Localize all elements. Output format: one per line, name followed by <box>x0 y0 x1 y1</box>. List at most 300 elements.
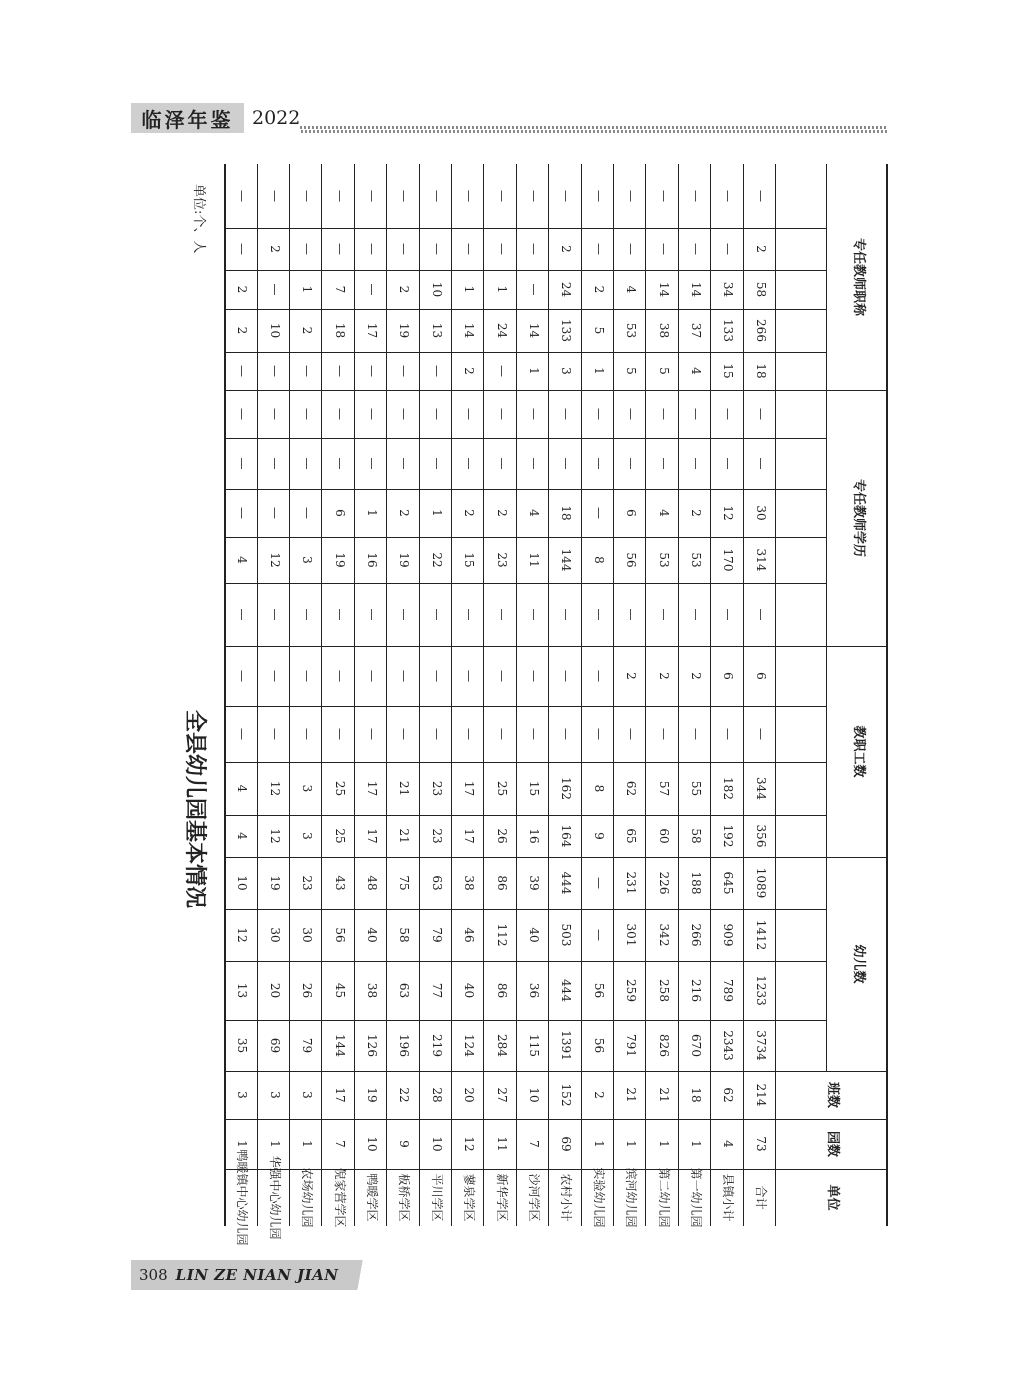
table-cell: 40 <box>462 982 477 999</box>
table-cell: — <box>526 408 541 420</box>
table-cell: 24 <box>494 322 509 339</box>
table-cell: 15 <box>721 363 736 379</box>
table-cell: 16 <box>364 552 379 568</box>
table-cell: 266 <box>753 319 768 342</box>
table-cell: — <box>494 365 509 377</box>
table-cell: 15 <box>526 780 541 797</box>
table-cell: — <box>397 670 412 682</box>
table-cell: 16 <box>526 828 541 844</box>
table-cell: 75 <box>397 875 412 891</box>
table-cell: — <box>688 408 703 420</box>
table-cell: 503 <box>559 923 574 947</box>
table-cell: 12 <box>462 1136 477 1152</box>
table-cell: 17 <box>462 828 477 844</box>
table-cell: — <box>364 408 379 420</box>
table-cell: — <box>624 243 639 255</box>
table-cell: 4 <box>688 367 703 375</box>
table-cell: 4 <box>656 509 671 517</box>
table-cell: 69 <box>559 1136 574 1152</box>
table-cell: — <box>267 670 282 682</box>
table-cell: 13 <box>429 322 444 339</box>
table-cell: 26 <box>300 982 315 999</box>
group-header-parks: 园数 <box>825 1130 841 1157</box>
table-cell: 11 <box>494 1136 509 1152</box>
table-cell: 14 <box>688 281 703 298</box>
table-cell: — <box>753 728 768 740</box>
row-label: 新华学区 <box>494 1173 509 1222</box>
table-cell: — <box>332 190 347 202</box>
table-cell: 10 <box>429 1136 444 1152</box>
table-cell: 25 <box>332 828 347 844</box>
unit-label: 单位:个、人 <box>191 184 206 254</box>
page-footer <box>131 1260 389 1290</box>
table-cell: 4 <box>235 784 250 793</box>
table-cell: — <box>721 608 736 621</box>
table-cell: 12 <box>721 505 736 521</box>
table-cell: — <box>397 190 412 202</box>
sub-header-education-1 <box>776 537 827 583</box>
table-cell: 2 <box>462 367 477 375</box>
table-cell: 25 <box>332 780 347 797</box>
table-cell: 170 <box>721 548 736 572</box>
table-cell: 58 <box>688 828 703 844</box>
table-cell: 21 <box>656 1087 671 1103</box>
sub-header-education-2 <box>776 489 827 537</box>
table-cell: — <box>526 243 541 255</box>
table-cell: 19 <box>332 552 347 568</box>
table-cell: — <box>624 190 639 202</box>
row-label: 华强中心幼儿园 <box>267 1155 282 1240</box>
table-cell: — <box>559 608 574 621</box>
table-cell: 7 <box>332 1140 347 1148</box>
table-cell: — <box>591 507 606 519</box>
table-cell: 2 <box>397 509 412 517</box>
table-cell: 19 <box>397 552 412 568</box>
table-cell: 30 <box>753 505 768 521</box>
table-cell: 37 <box>688 322 703 339</box>
table-cell: 60 <box>656 828 671 844</box>
table-cell: 826 <box>656 1034 671 1057</box>
table-cell: 9 <box>591 832 606 840</box>
table-cell: 231 <box>624 871 639 895</box>
table-cell: 36 <box>526 982 541 999</box>
table-cell: 670 <box>688 1034 703 1057</box>
table-cell: 17 <box>364 828 379 844</box>
table-cell: — <box>753 608 768 621</box>
table-cell: — <box>429 190 444 202</box>
table-cell: — <box>591 457 606 470</box>
table-cell: 4 <box>721 1140 736 1148</box>
table-cell: 25 <box>494 780 509 797</box>
row-label: 沙河学区 <box>526 1173 541 1222</box>
table-cell: — <box>591 190 606 202</box>
table-cell: 4 <box>526 509 541 517</box>
table-cell: 2 <box>494 509 509 517</box>
table-cell: 86 <box>494 875 509 891</box>
table-cell: 6 <box>624 509 639 517</box>
table-cell: 10 <box>267 322 282 339</box>
table-cell: — <box>300 507 315 519</box>
table-cell: — <box>235 190 250 202</box>
table-cell: 1 <box>300 285 315 294</box>
table-cell: — <box>235 728 250 740</box>
table-cell: — <box>267 365 282 377</box>
table-cell: 21 <box>397 780 412 797</box>
table-cell: — <box>332 457 347 470</box>
table-cell: 1 <box>688 1140 703 1148</box>
table-cell: 6 <box>332 509 347 517</box>
table-cell: 182 <box>721 777 736 800</box>
table-cell: — <box>462 728 477 740</box>
table-cell: 12 <box>267 828 282 844</box>
table-cell: — <box>721 728 736 740</box>
table-cell: 63 <box>429 875 444 891</box>
table-cell: 2 <box>559 245 574 253</box>
sub-header-titles-4 <box>776 164 827 228</box>
row-label: 板桥学区 <box>397 1173 412 1222</box>
table-cell: 14 <box>462 322 477 339</box>
table-cell: — <box>688 190 703 202</box>
table-cell: — <box>364 608 379 621</box>
sub-header-titles-1 <box>776 309 827 352</box>
table-cell: 13 <box>235 982 250 999</box>
table-cell: 6 <box>721 672 736 680</box>
table-cell: — <box>624 728 639 740</box>
table-cell: 301 <box>624 923 639 947</box>
table-cell: — <box>526 457 541 470</box>
table-cell: 1 <box>591 367 606 375</box>
table-cell: 2 <box>591 285 606 294</box>
table-cell: 35 <box>235 1037 250 1054</box>
table-cell: — <box>235 670 250 682</box>
table-cell: 3 <box>300 784 315 793</box>
table-cell: — <box>462 190 477 202</box>
table-cell: 62 <box>721 1087 736 1103</box>
table-cell: 3 <box>300 832 315 840</box>
data-table <box>224 164 888 1246</box>
table-cell: — <box>591 728 606 740</box>
table-cell: — <box>429 408 444 420</box>
table-cell: 10 <box>526 1087 541 1103</box>
table-cell: 2 <box>235 285 250 294</box>
table-cell: — <box>591 243 606 255</box>
table-cell: — <box>397 243 412 255</box>
table-cell: 1 <box>300 1140 315 1148</box>
sub-header-children-1 <box>776 961 827 1020</box>
table-cell: 192 <box>721 824 736 848</box>
table-cell: — <box>688 243 703 255</box>
table-cell: 4 <box>235 832 250 840</box>
table-cell: 284 <box>494 1034 509 1057</box>
page-number: 308 <box>139 1266 168 1284</box>
table-cell: 34 <box>721 281 736 298</box>
table-cell: 23 <box>494 552 509 568</box>
table-cell: 4 <box>235 556 250 564</box>
table-cell: 9 <box>397 1140 412 1148</box>
table-cell: — <box>591 408 606 420</box>
table-cell: — <box>267 283 282 296</box>
table-cell: 2 <box>753 245 768 253</box>
table-cell: 1 <box>624 1140 639 1148</box>
table-cell: 8 <box>591 784 606 793</box>
table-cell: — <box>429 670 444 682</box>
table-cell: — <box>429 243 444 255</box>
table-cell: 57 <box>656 780 671 797</box>
table-cell: 5 <box>624 367 639 375</box>
group-header-children: 幼儿数 <box>850 944 866 984</box>
table-cell: 2 <box>235 326 250 335</box>
table-cell: — <box>397 608 412 621</box>
table-cell: 1 <box>494 285 509 294</box>
table-cell: 1233 <box>753 975 768 1006</box>
table-cell: — <box>494 670 509 682</box>
table-cell: — <box>300 728 315 740</box>
table-cell: 20 <box>267 982 282 999</box>
table-cell: 28 <box>429 1087 444 1103</box>
table-cell: — <box>332 365 347 377</box>
group-header-education: 专任教师学历 <box>850 478 866 557</box>
table-cell: — <box>429 365 444 377</box>
table-cell: — <box>721 457 736 470</box>
table-cell: 2 <box>688 509 703 517</box>
table-cell: 40 <box>526 927 541 943</box>
table-cell: — <box>397 365 412 377</box>
sub-header-children-3 <box>776 857 827 909</box>
table-cell: 258 <box>656 979 671 1002</box>
table-cell: 79 <box>429 927 444 943</box>
table-cell: 164 <box>559 824 574 848</box>
table-cell: — <box>364 365 379 377</box>
table-cell: 23 <box>429 780 444 797</box>
row-label: 第一幼儿园 <box>688 1167 703 1228</box>
table-cell: — <box>364 243 379 255</box>
sub-header-education-4 <box>776 390 827 438</box>
table-cell: 144 <box>559 548 574 572</box>
table-cell: — <box>526 608 541 621</box>
table-cell: 17 <box>364 780 379 797</box>
table-cell: 3734 <box>753 1030 768 1061</box>
table-cell: 2 <box>462 509 477 517</box>
table-cell: — <box>267 457 282 470</box>
table-cell: 17 <box>332 1087 347 1103</box>
table-cell: 65 <box>624 828 639 844</box>
table-cell: 1 <box>526 367 541 375</box>
table-cell: — <box>753 408 768 420</box>
sub-header-staff-0 <box>776 815 827 857</box>
table-cell: — <box>526 670 541 682</box>
table-cell: — <box>235 408 250 420</box>
table-cell: 645 <box>721 871 736 895</box>
table-cell: 19 <box>364 1087 379 1103</box>
table-cell: — <box>300 457 315 470</box>
row-label: 蓼泉学区 <box>462 1173 477 1222</box>
table-cell: — <box>235 365 250 377</box>
table-cell: — <box>397 457 412 470</box>
table-cell: 22 <box>397 1087 412 1103</box>
table-cell: — <box>462 243 477 255</box>
table-cell: — <box>753 457 768 470</box>
table-cell: 39 <box>526 875 541 891</box>
table-cell: 56 <box>624 552 639 568</box>
table-cell: 356 <box>753 824 768 848</box>
table-cell: — <box>526 728 541 740</box>
table-cell: 444 <box>559 979 574 1002</box>
table-cell: 3 <box>300 1091 315 1099</box>
table-cell: 124 <box>462 1034 477 1057</box>
table-cell: 909 <box>721 923 736 947</box>
table-cell: — <box>494 608 509 621</box>
table-cell: 10 <box>429 281 444 298</box>
row-label: 鸭暖镇中心幼儿园 <box>235 1149 250 1246</box>
sub-header-staff-3 <box>776 646 827 706</box>
table-cell: — <box>429 608 444 621</box>
table-cell: 15 <box>462 552 477 568</box>
table-cell: 214 <box>753 1083 768 1107</box>
table-cell: — <box>235 457 250 470</box>
table-cell: 7 <box>526 1140 541 1148</box>
table-cell: 17 <box>462 780 477 797</box>
table-cell: 2 <box>591 1091 606 1099</box>
table-cell: 4 <box>624 285 639 294</box>
table-cell: 219 <box>429 1034 444 1057</box>
table-cell: 26 <box>494 828 509 844</box>
table-cell: 10 <box>235 875 250 891</box>
table-cell: 30 <box>267 927 282 943</box>
table-cell: 115 <box>526 1034 541 1057</box>
table-cell: — <box>235 608 250 621</box>
table-cell: — <box>429 728 444 740</box>
table-cell: 11 <box>526 552 541 568</box>
table-cell: — <box>591 670 606 682</box>
table-cell: 18 <box>688 1087 703 1103</box>
sub-header-children-2 <box>776 909 827 961</box>
group-header-unit: 单位 <box>825 1184 841 1211</box>
table-cell: — <box>656 608 671 621</box>
table-cell: 1412 <box>753 919 768 951</box>
table-cell: — <box>656 457 671 470</box>
table-cell: 2 <box>656 672 671 680</box>
row-label: 倪家营学区 <box>332 1167 347 1228</box>
table-cell: 17 <box>364 322 379 339</box>
header-rule <box>300 126 888 134</box>
table-cell: — <box>332 243 347 255</box>
table-cell: — <box>397 728 412 740</box>
table-cell: 27 <box>494 1087 509 1103</box>
table-cell: — <box>526 283 541 296</box>
table-cell: 21 <box>397 828 412 844</box>
table-cell: — <box>688 728 703 740</box>
table-cell: 1391 <box>559 1030 574 1061</box>
table-cell: — <box>494 728 509 740</box>
table-cell: 6 <box>753 672 768 680</box>
table-cell: 2343 <box>721 1030 736 1061</box>
table-cell: — <box>267 507 282 519</box>
table-cell: 38 <box>462 875 477 891</box>
table-cell: — <box>364 190 379 202</box>
table-cell: 56 <box>591 982 606 999</box>
table-cell: 53 <box>688 552 703 568</box>
table-cell: — <box>494 190 509 202</box>
table-cell: 2 <box>397 285 412 294</box>
table-cell: 55 <box>688 780 703 797</box>
sub-header-staff-2 <box>776 706 827 762</box>
table-cell: — <box>332 408 347 420</box>
table-cell: — <box>267 728 282 740</box>
row-label: 第二幼儿园 <box>656 1167 671 1228</box>
table-cell: 21 <box>624 1087 639 1103</box>
table-cell: — <box>300 190 315 202</box>
table-cell: 126 <box>364 1034 379 1057</box>
table-cell: 8 <box>591 556 606 564</box>
sub-header-titles-2 <box>776 270 827 309</box>
table-cell: 3 <box>267 1091 282 1099</box>
table-cell: 1 <box>591 1140 606 1148</box>
table-cell: 188 <box>688 871 703 895</box>
table-cell: — <box>559 457 574 470</box>
table-cell: — <box>364 283 379 296</box>
table-cell: — <box>688 608 703 621</box>
table-cell: — <box>656 728 671 740</box>
group-header-titles: 专任教师职称 <box>850 237 866 316</box>
table-cell: — <box>235 243 250 255</box>
table-cell: — <box>462 670 477 682</box>
table-cell: 56 <box>591 1037 606 1054</box>
table-cell: 38 <box>364 982 379 999</box>
table-cell: 12 <box>267 780 282 797</box>
table-cell: — <box>462 608 477 621</box>
table-cell: 46 <box>462 927 477 943</box>
table-cell: — <box>332 670 347 682</box>
table-cell: — <box>397 408 412 420</box>
table-cell: 1 <box>235 1140 250 1148</box>
table-cell: — <box>721 190 736 202</box>
table-cell: 1 <box>462 285 477 294</box>
table-cell: — <box>364 670 379 682</box>
table-cell: — <box>721 243 736 255</box>
table-cell: 53 <box>656 552 671 568</box>
row-label: 滨河幼儿园 <box>624 1167 639 1228</box>
table-cell: 62 <box>624 780 639 797</box>
table-cell: 3 <box>235 1091 250 1099</box>
footer-book-name: LIN ZE NIAN JIAN <box>175 1266 339 1284</box>
book-year: 2022 <box>252 107 301 129</box>
table-cell: 18 <box>559 505 574 521</box>
table-cell: 7 <box>332 285 347 294</box>
table-cell: 1089 <box>753 867 768 899</box>
table-cell: — <box>494 243 509 255</box>
table-cell: 19 <box>267 875 282 891</box>
row-label: 平川学区 <box>429 1173 444 1222</box>
table-cell: 133 <box>559 319 574 342</box>
table-cell: — <box>559 408 574 420</box>
table-cell: — <box>526 190 541 202</box>
table-cell: — <box>300 365 315 377</box>
table-cell: 5 <box>656 367 671 375</box>
table-cell: — <box>300 408 315 420</box>
table-cell: 14 <box>656 281 671 298</box>
table-cell: 5 <box>591 326 606 335</box>
table-cell: 63 <box>397 982 412 999</box>
table-cell: — <box>300 243 315 255</box>
table-cell: — <box>591 608 606 621</box>
table-cell: — <box>656 243 671 255</box>
table-cell: 56 <box>332 927 347 943</box>
table-cell: — <box>267 408 282 420</box>
sub-header-titles-3 <box>776 228 827 270</box>
table-cell: 10 <box>364 1136 379 1152</box>
group-header-classes: 班数 <box>825 1081 841 1108</box>
table-cell: 12 <box>267 552 282 568</box>
